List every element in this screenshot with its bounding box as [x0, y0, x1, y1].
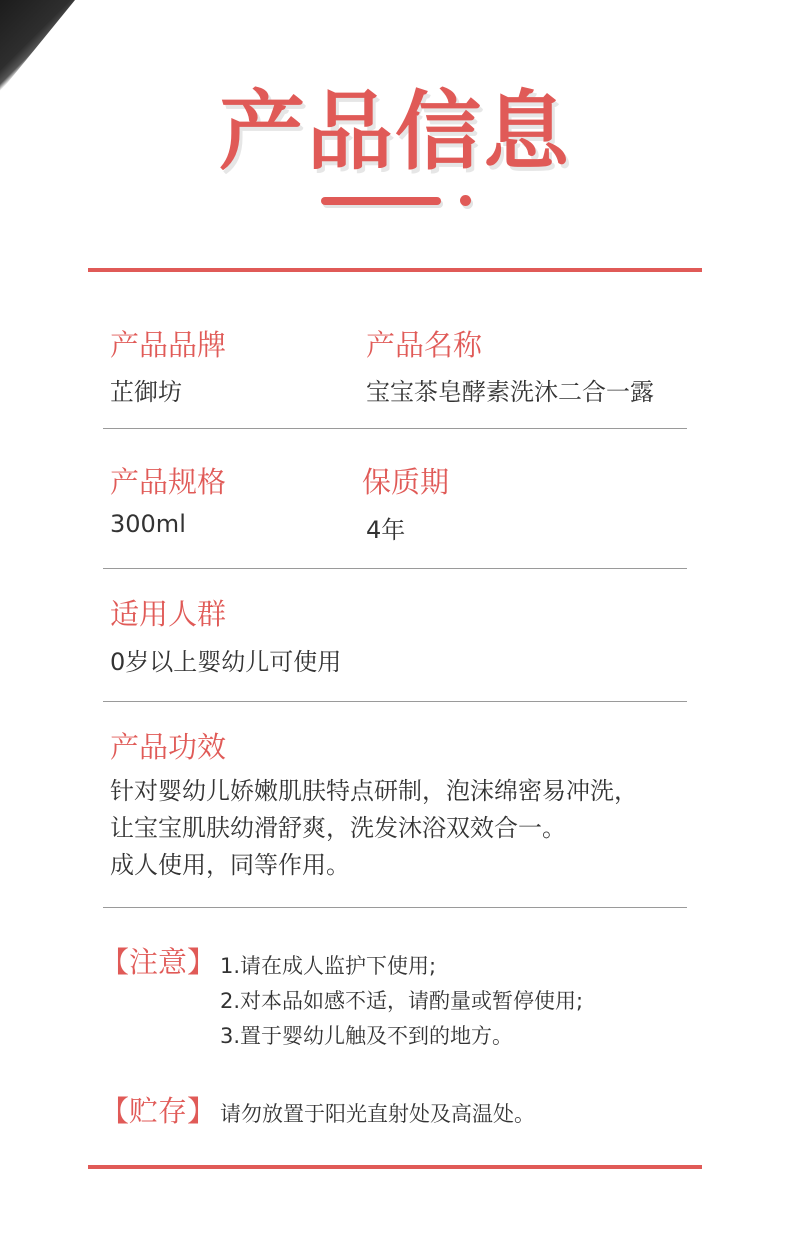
- brand-label: 产品品牌: [110, 328, 227, 362]
- effect-line: 让宝宝肌肤幼滑舒爽，洗发沐浴双效合一。: [110, 814, 566, 842]
- title-underline-dot: [460, 195, 471, 206]
- product-name-value: 宝宝茶皂酵素洗沐二合一露: [366, 378, 654, 406]
- effect-line: 针对婴幼儿娇嫩肌肤特点研制，泡沫绵密易冲洗，: [110, 777, 638, 805]
- storage-text: 请勿放置于阳光直射处及高温处。: [220, 1102, 535, 1126]
- notice-item: 3.置于婴幼儿触及不到的地方。: [220, 1024, 514, 1048]
- shelf-life-value: 4年: [366, 516, 406, 544]
- audience-value: 0岁以上婴幼儿可使用: [110, 648, 342, 676]
- top-divider: [88, 268, 702, 272]
- shelf-life-label: 保质期: [362, 465, 450, 499]
- page-title: 产品信息: [219, 82, 571, 182]
- divider: [103, 701, 687, 702]
- effect-description: [110, 773, 710, 884]
- effect-line: 成人使用，同等作用。: [110, 851, 350, 879]
- spec-value: 300ml: [110, 510, 186, 538]
- product-name-label: 产品名称: [366, 328, 483, 362]
- spec-label: 产品规格: [110, 465, 227, 499]
- title-underline-bar: [321, 197, 441, 205]
- divider: [103, 907, 687, 908]
- notice-item: 2.对本品如感不适，请酌量或暂停使用;: [220, 989, 584, 1013]
- audience-label: 适用人群: [110, 597, 227, 631]
- divider: [103, 428, 687, 429]
- notice-tag: 【注意】: [100, 945, 217, 979]
- notice-item: 1.请在成人监护下使用;: [220, 954, 437, 978]
- brand-value: 芷御坊: [110, 378, 182, 406]
- bottom-divider: [88, 1165, 702, 1169]
- storage-tag: 【贮存】: [100, 1094, 217, 1128]
- divider: [103, 568, 687, 569]
- effect-label: 产品功效: [110, 730, 227, 764]
